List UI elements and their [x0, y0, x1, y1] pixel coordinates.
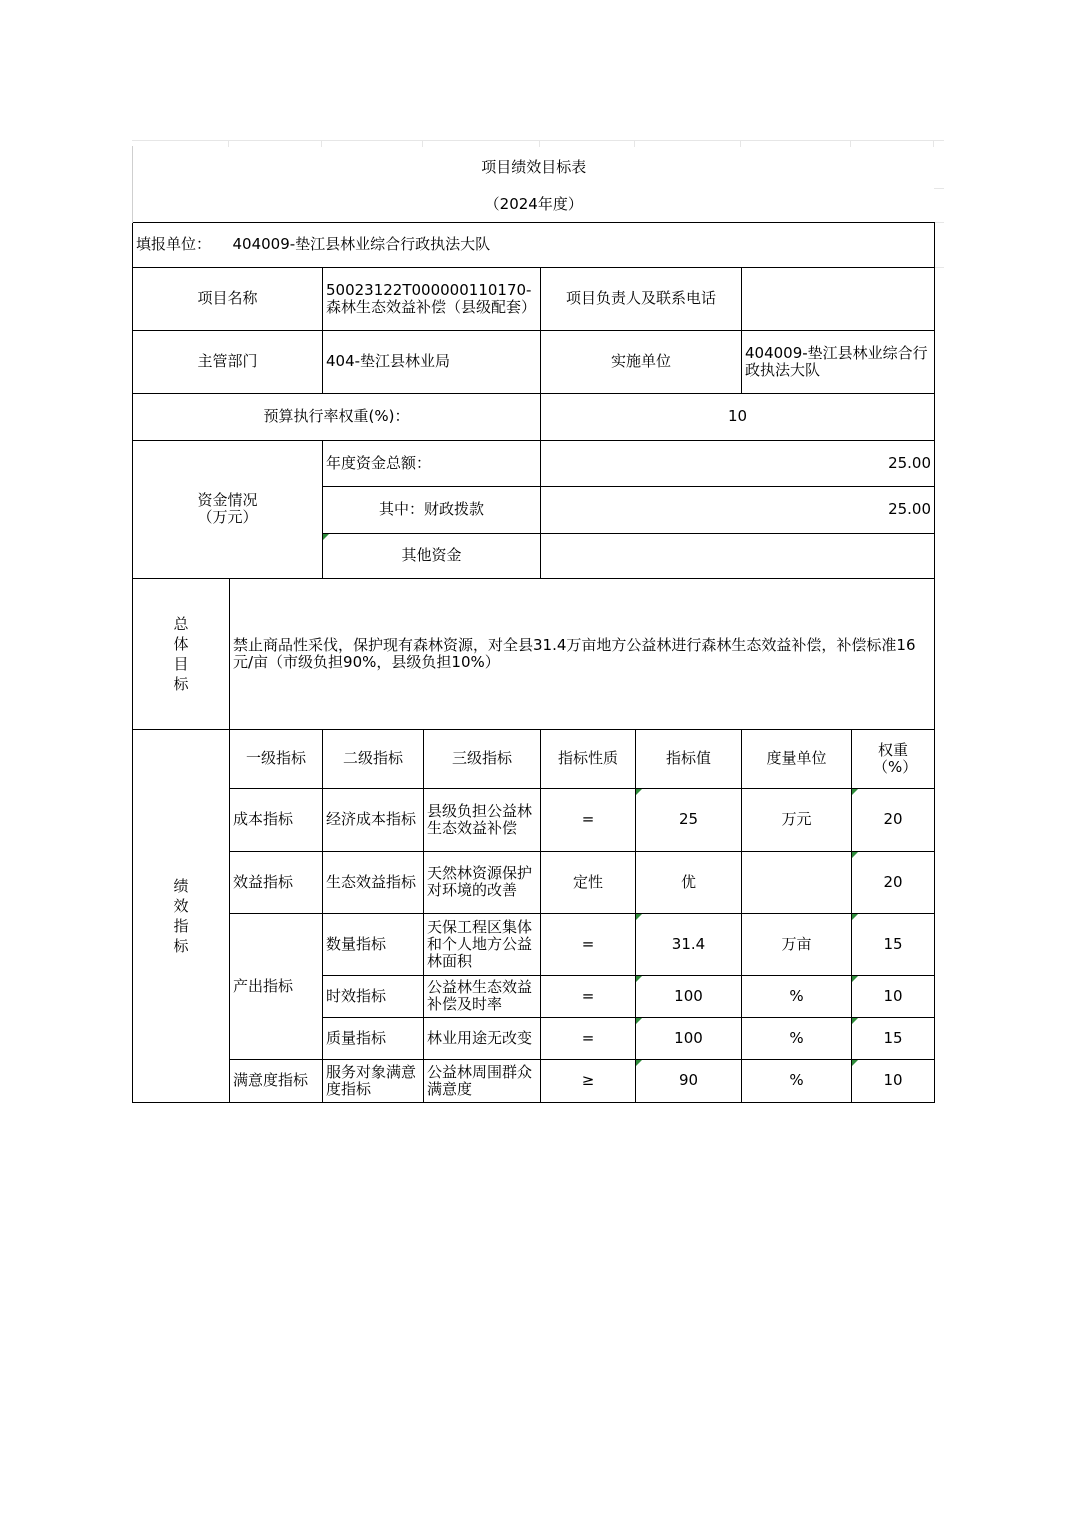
row-level2: 生态效益指标 — [323, 851, 424, 913]
row-level3: 天保工程区集体和个人地方公益林面积 — [424, 913, 541, 975]
header-value: 指标值 — [636, 729, 742, 788]
row-weight: 20 — [852, 788, 935, 851]
goal-text: 禁止商品性采伐，保护现有森林资源，对全县31.4万亩地方公益林进行森林生态效益补偿，补偿标准16元/亩（市级负担90%，县级负担10%） — [230, 578, 935, 729]
funds-total-label: 年度资金总额： — [323, 440, 541, 486]
indicators-label-text: 绩效指标 — [173, 876, 189, 955]
row-level3: 公益林周围群众满意度 — [424, 1059, 541, 1102]
header-level1: 一级指标 — [230, 729, 323, 788]
row-value: 100 — [636, 1017, 742, 1059]
row-nature: = — [541, 788, 636, 851]
table-row — [133, 788, 935, 851]
impl-unit-label: 实施单位 — [541, 330, 742, 393]
table-row — [133, 1059, 935, 1102]
header-level2: 二级指标 — [323, 729, 424, 788]
project-contact-value — [742, 267, 935, 330]
row-level2: 经济成本指标 — [323, 788, 424, 851]
funds-fiscal-label: 其中：财政拨款 — [323, 486, 541, 533]
row-weight: 10 — [852, 1059, 935, 1102]
row-weight: 10 — [852, 975, 935, 1017]
budget-weight-value: 10 — [541, 393, 935, 440]
funds-other-value — [541, 533, 935, 578]
header-unit: 度量单位 — [742, 729, 852, 788]
report-unit-label: 填报单位： — [133, 222, 230, 267]
row-level1: 成本指标 — [230, 788, 323, 851]
report-unit-value: 404009-垫江县林业综合行政执法大队 — [230, 222, 935, 267]
row-value: 90 — [636, 1059, 742, 1102]
funds-label-text: 资金情况（万元） — [197, 491, 258, 526]
row-level3: 林业用途无改变 — [424, 1017, 541, 1059]
budget-weight-label: 预算执行率权重(%)： — [133, 393, 541, 440]
header-weight — [852, 729, 935, 788]
row-unit: % — [742, 975, 852, 1017]
row-value: 31.4 — [636, 913, 742, 975]
performance-target-table — [132, 146, 935, 1103]
project-name-label: 项目名称 — [133, 267, 323, 330]
row-value: 25 — [636, 788, 742, 851]
header-nature: 指标性质 — [541, 729, 636, 788]
sheet-gridline-right — [934, 146, 944, 1102]
funds-fiscal-value: 25.00 — [541, 486, 935, 533]
row-level1: 满意度指标 — [230, 1059, 323, 1102]
row-unit: 万亩 — [742, 913, 852, 975]
dept-value: 404-垫江县林业局 — [323, 330, 541, 393]
row-level2: 质量指标 — [323, 1017, 424, 1059]
project-name-value: 50023122T000000110170-森林生态效益补偿（县级配套） — [323, 267, 541, 330]
row-level2: 数量指标 — [323, 913, 424, 975]
dept-label: 主管部门 — [133, 330, 323, 393]
row-level3: 天然林资源保护对环境的改善 — [424, 851, 541, 913]
row-unit: % — [742, 1059, 852, 1102]
table-year: （2024年度） — [133, 188, 935, 222]
row-unit — [742, 851, 852, 913]
funds-total-value: 25.00 — [541, 440, 935, 486]
row-nature: 定性 — [541, 851, 636, 913]
row-nature: = — [541, 975, 636, 1017]
row-level2: 时效指标 — [323, 975, 424, 1017]
row-level1: 效益指标 — [230, 851, 323, 913]
row-level1: 产出指标 — [230, 913, 323, 1059]
row-level3: 公益林生态效益补偿及时率 — [424, 975, 541, 1017]
header-weight-text: 权重（%） — [873, 740, 918, 776]
header-level3: 三级指标 — [424, 729, 541, 788]
row-nature: = — [541, 1017, 636, 1059]
project-contact-label: 项目负责人及联系电话 — [541, 267, 742, 330]
funds-other-label: 其他资金 — [323, 533, 541, 578]
row-level3: 县级负担公益林生态效益补偿 — [424, 788, 541, 851]
funds-label — [133, 440, 323, 578]
table-row — [133, 913, 935, 975]
row-nature: ≥ — [541, 1059, 636, 1102]
indicators-label — [133, 729, 230, 1102]
goal-label — [133, 578, 230, 729]
table-title: 项目绩效目标表 — [133, 146, 935, 188]
row-weight: 20 — [852, 851, 935, 913]
impl-unit-value: 404009-垫江县林业综合行政执法大队 — [742, 330, 935, 393]
row-unit: % — [742, 1017, 852, 1059]
row-weight: 15 — [852, 913, 935, 975]
row-level2: 服务对象满意度指标 — [323, 1059, 424, 1102]
row-weight: 15 — [852, 1017, 935, 1059]
table-row — [133, 851, 935, 913]
row-unit: 万元 — [742, 788, 852, 851]
row-value: 100 — [636, 975, 742, 1017]
row-value: 优 — [636, 851, 742, 913]
row-nature: = — [541, 913, 636, 975]
goal-label-text: 总体目标 — [173, 614, 189, 693]
